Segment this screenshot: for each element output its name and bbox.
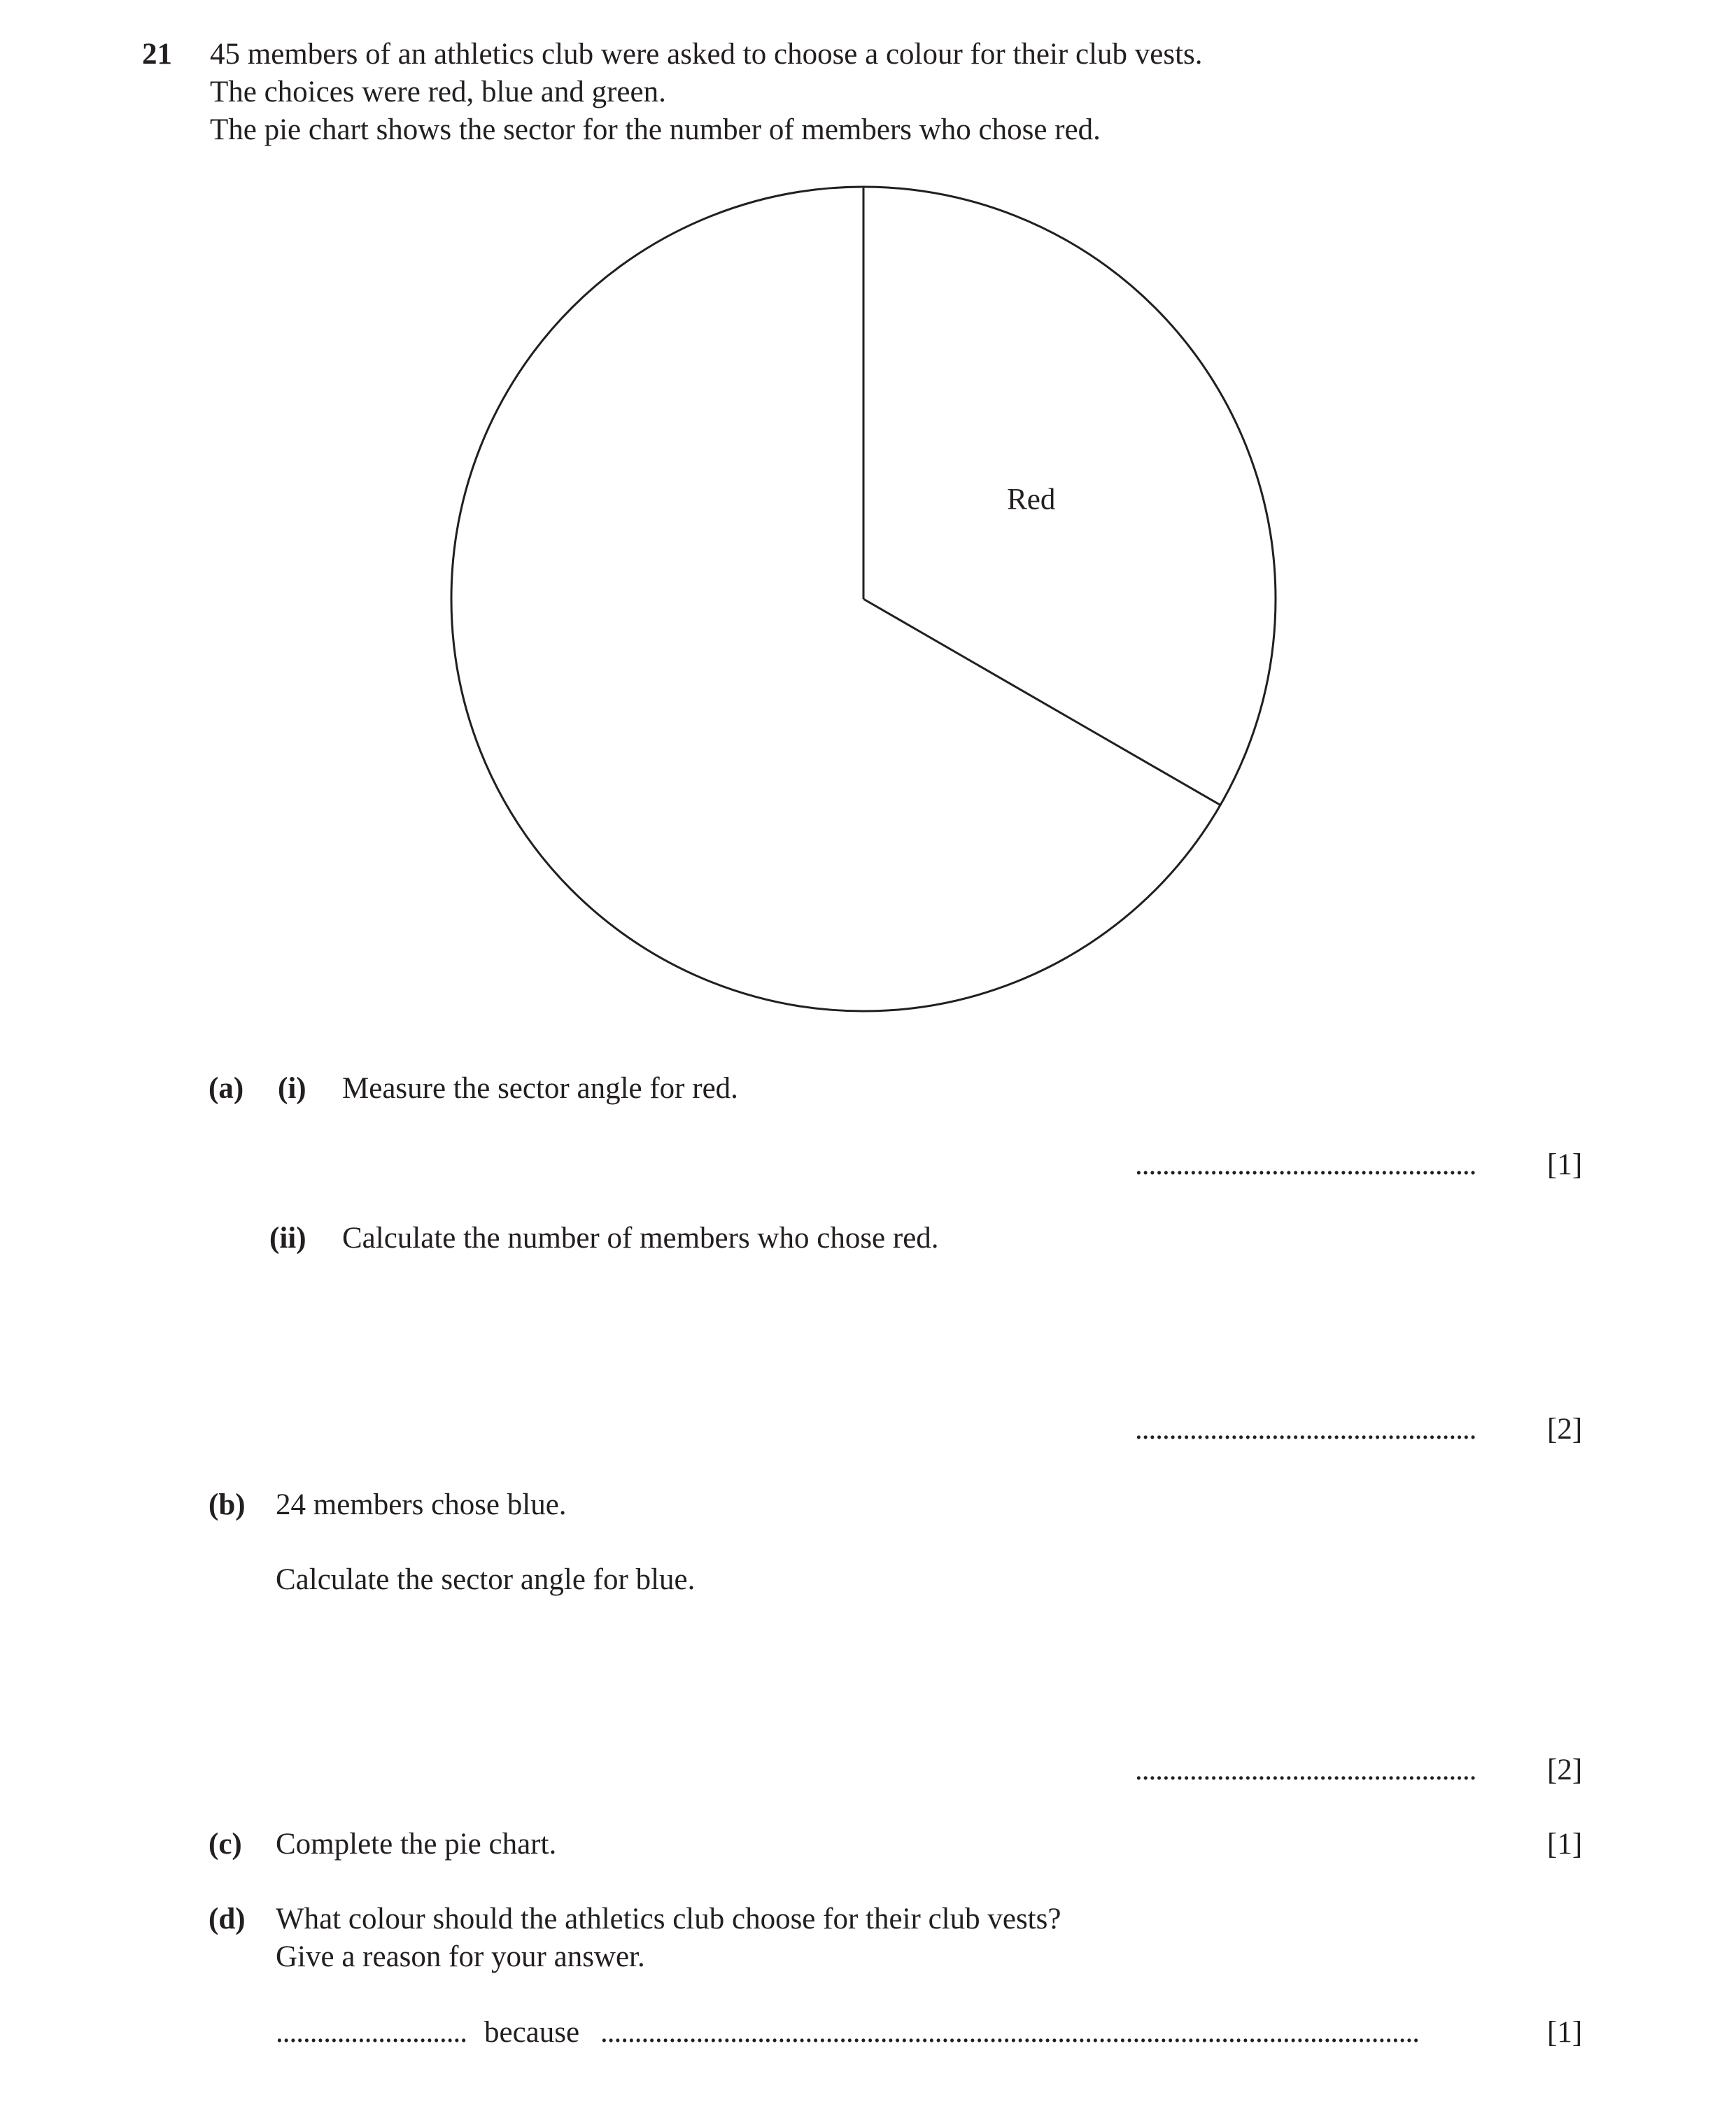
part-a-i-answer-line[interactable]: .................................................. bbox=[1135, 1150, 1476, 1180]
question-intro-line-3: The pie chart shows the sector for the number of members who chose red. bbox=[210, 113, 1101, 146]
part-b-label: (b) bbox=[209, 1488, 246, 1521]
part-b-line-1: 24 members chose blue. bbox=[276, 1488, 567, 1521]
part-a-ii-answer-line[interactable]: .................................................. bbox=[1135, 1414, 1476, 1444]
part-c-marks: [1] bbox=[1547, 1828, 1583, 1861]
part-a-ii-label: (ii) bbox=[269, 1222, 306, 1255]
part-d-line-1: What colour should the athletics club choose for their club vests? bbox=[276, 1903, 1061, 1935]
pie-slice-label: Red bbox=[1007, 483, 1056, 516]
part-a-label: (a) bbox=[209, 1072, 244, 1105]
part-b-line-2: Calculate the sector angle for blue. bbox=[276, 1563, 696, 1596]
part-a-i-marks: [1] bbox=[1547, 1148, 1583, 1181]
question-intro-line-1: 45 members of an athletics club were asked to choose a colour for their club vests. bbox=[210, 38, 1203, 71]
part-d-marks: [1] bbox=[1547, 2016, 1583, 2049]
part-b-answer-line[interactable]: .................................................. bbox=[1135, 1755, 1476, 1785]
part-a-i-label: (i) bbox=[278, 1072, 306, 1105]
part-a-ii-text: Calculate the number of members who chose red. bbox=[342, 1222, 939, 1255]
part-a-ii-marks: [2] bbox=[1547, 1413, 1583, 1446]
part-d-because: because bbox=[484, 2016, 580, 2049]
pie-sector-boundary bbox=[863, 599, 1220, 805]
part-c-text: Complete the pie chart. bbox=[276, 1828, 557, 1861]
part-c-label: (c) bbox=[209, 1828, 242, 1861]
part-a-i-text: Measure the sector angle for red. bbox=[342, 1072, 738, 1105]
question-number: 21 bbox=[142, 38, 172, 71]
part-b-marks: [2] bbox=[1547, 1754, 1583, 1786]
part-d-reason-answer-line[interactable]: ........................................................................................................................ bbox=[600, 2017, 1419, 2047]
pie-chart bbox=[448, 183, 1287, 1023]
part-d-line-2: Give a reason for your answer. bbox=[276, 1940, 645, 1973]
question-intro-line-2: The choices were red, blue and green. bbox=[210, 76, 666, 108]
part-d-label: (d) bbox=[209, 1903, 246, 1935]
part-d-colour-answer-line[interactable]: ............................ bbox=[276, 2017, 467, 2047]
